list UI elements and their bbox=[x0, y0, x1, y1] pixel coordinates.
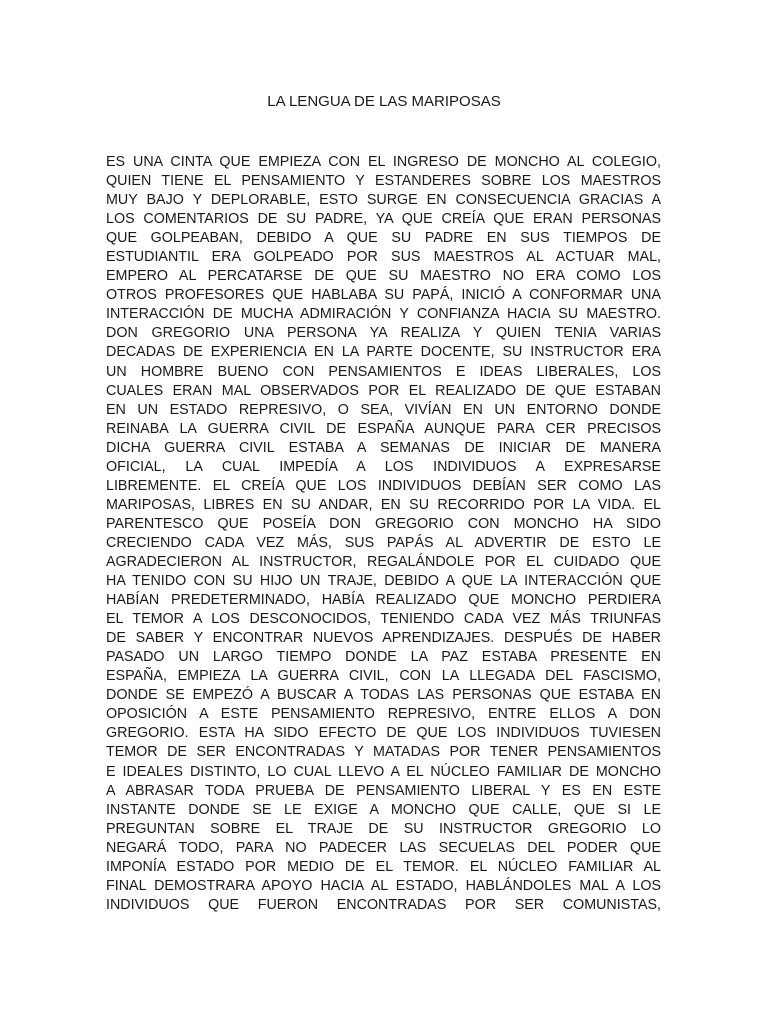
body-line: A ABRASAR TODA PRUEBA DE PENSAMIENTO LIBERAL Y ES EN ESTE bbox=[106, 782, 661, 799]
document-title: LA LENGUA DE LAS MARIPOSAS bbox=[267, 93, 501, 110]
body-line: EL TEMOR A LOS DESCONOCIDOS, TENIENDO CADA VEZ MÁS TRIUNFAS bbox=[106, 611, 661, 628]
body-line: FINAL DEMOSTRARA APOYO HACIA AL ESTADO, HABLÁNDOLES MAL A LOS bbox=[106, 877, 661, 894]
body-line: DICHA GUERRA CIVIL ESTABA A SEMANAS DE INICIAR DE MANERA bbox=[106, 439, 661, 456]
body-line: UN HOMBRE BUENO CON PENSAMIENTOS E IDEAS LIBERALES, LOS bbox=[106, 363, 661, 380]
body-line: DON GREGORIO UNA PERSONA YA REALIZA Y QUIEN TENIA VARIAS bbox=[106, 325, 661, 342]
body-line: PASADO UN LARGO TIEMPO DONDE LA PAZ ESTABA PRESENTE EN bbox=[106, 649, 661, 666]
body-line: OFICIAL, LA CUAL IMPEDÍA A LOS INDIVIDUOS A EXPRESARSE bbox=[106, 458, 661, 475]
body-line: HA TENIDO CON SU HIJO UN TRAJE, DEBIDO A QUE LA INTERACCIÓN QUE bbox=[106, 573, 661, 590]
body-line: PARENTESCO QUE POSEÍA DON GREGORIO CON MONCHO HA SIDO bbox=[106, 515, 661, 532]
body-line: ESTUDIANTIL ERA GOLPEADO POR SUS MAESTROS AL ACTUAR MAL, bbox=[106, 249, 661, 266]
body-line: ESPAÑA, EMPIEZA LA GUERRA CIVIL, CON LA LLEGADA DEL FASCISMO, bbox=[106, 668, 661, 685]
body-line: DE SABER Y ENCONTRAR NUEVOS APRENDIZAJES. DESPUÉS DE HABER bbox=[106, 630, 661, 647]
body-line: OPOSICIÓN A ESTE PENSAMIENTO REPRESIVO, ENTRE ELLOS A DON bbox=[106, 706, 661, 723]
body-line: LOS COMENTARIOS DE SU PADRE, YA QUE CREÍA QUE ERAN PERSONAS bbox=[106, 211, 661, 228]
body-line: CUALES ERAN MAL OBSERVADOS POR EL REALIZADO DE QUE ESTABAN bbox=[106, 382, 661, 399]
body-line: OTROS PROFESORES QUE HABLABA SU PAPÁ, INICIÓ A CONFORMAR UNA bbox=[106, 287, 661, 304]
body-line: PREGUNTAN SOBRE EL TRAJE DE SU INSTRUCTOR GREGORIO LO bbox=[106, 820, 661, 837]
body-line: EMPERO AL PERCATARSE DE QUE SU MAESTRO NO ERA COMO LOS bbox=[106, 268, 661, 285]
body-line: IMPONÍA ESTADO POR MEDIO DE EL TEMOR. EL NÚCLEO FAMILIAR AL bbox=[106, 858, 661, 875]
body-line: DONDE SE EMPEZÓ A BUSCAR A TODAS LAS PERSONAS QUE ESTABA EN bbox=[106, 687, 661, 704]
body-line: MARIPOSAS, LIBRES EN SU ANDAR, EN SU RECORRIDO POR LA VIDA. EL bbox=[106, 496, 661, 513]
body-line: REINABA LA GUERRA CIVIL DE ESPAÑA AUNQUE PARA CER PRECISOS bbox=[106, 420, 661, 437]
body-line: TEMOR DE SER ENCONTRADAS Y MATADAS POR TENER PENSAMIENTOS bbox=[106, 744, 661, 761]
body-line: INDIVIDUOS QUE FUERON ENCONTRADAS POR SER COMUNISTAS, bbox=[106, 896, 661, 913]
body-line: NEGARÁ TODO, PARA NO PADECER LAS SECUELAS DEL PODER QUE bbox=[106, 839, 661, 856]
body-line: LIBREMENTE. EL CREÍA QUE LOS INDIVIDUOS DEBÍAN SER COMO LAS bbox=[106, 477, 661, 494]
body-line: HABÍAN PREDETERMINADO, HABÍA REALIZADO QUE MONCHO PERDIERA bbox=[106, 592, 661, 609]
body-line: E IDEALES DISTINTO, LO CUAL LLEVO A EL NÚCLEO FAMILIAR DE MONCHO bbox=[106, 763, 661, 780]
body-line: ES UNA CINTA QUE EMPIEZA CON EL INGRESO DE MONCHO AL COLEGIO, bbox=[106, 154, 661, 170]
body-line: MUY BAJO Y DEPLORABLE, ESTO SURGE EN CONSECUENCIA GRACIAS A bbox=[106, 192, 661, 209]
body-line: DECADAS DE EXPERIENCIA EN LA PARTE DOCENTE, SU INSTRUCTOR ERA bbox=[106, 344, 661, 361]
body-line: EN UN ESTADO REPRESIVO, O SEA, VIVÍAN EN UN ENTORNO DONDE bbox=[106, 401, 661, 418]
body-line: INSTANTE DONDE SE LE EXIGE A MONCHO QUE CALLE, QUE SI LE bbox=[106, 801, 661, 818]
body-line: INTERACCIÓN DE MUCHA ADMIRACIÓN Y CONFIANZA HACIA SU MAESTRO. bbox=[106, 306, 661, 323]
body-line: GREGORIO. ESTA HA SIDO EFECTO DE QUE LOS INDIVIDUOS TUVIESEN bbox=[106, 725, 661, 742]
body-line: AGRADECIERON AL INSTRUCTOR, REGALÁNDOLE POR EL CUIDADO QUE bbox=[106, 553, 661, 570]
body-line: CRECIENDO CADA VEZ MÁS, SUS PAPÁS AL ADVERTIR DE ESTO LE bbox=[106, 534, 661, 551]
body-line: QUIEN TIENE EL PENSAMIENTO Y ESTANDERES SOBRE LOS MAESTROS bbox=[106, 173, 661, 190]
document-body bbox=[106, 153, 661, 915]
body-line: QUE GOLPEABAN, DEBIDO A QUE SU PADRE EN SUS TIEMPOS DE bbox=[106, 230, 661, 247]
